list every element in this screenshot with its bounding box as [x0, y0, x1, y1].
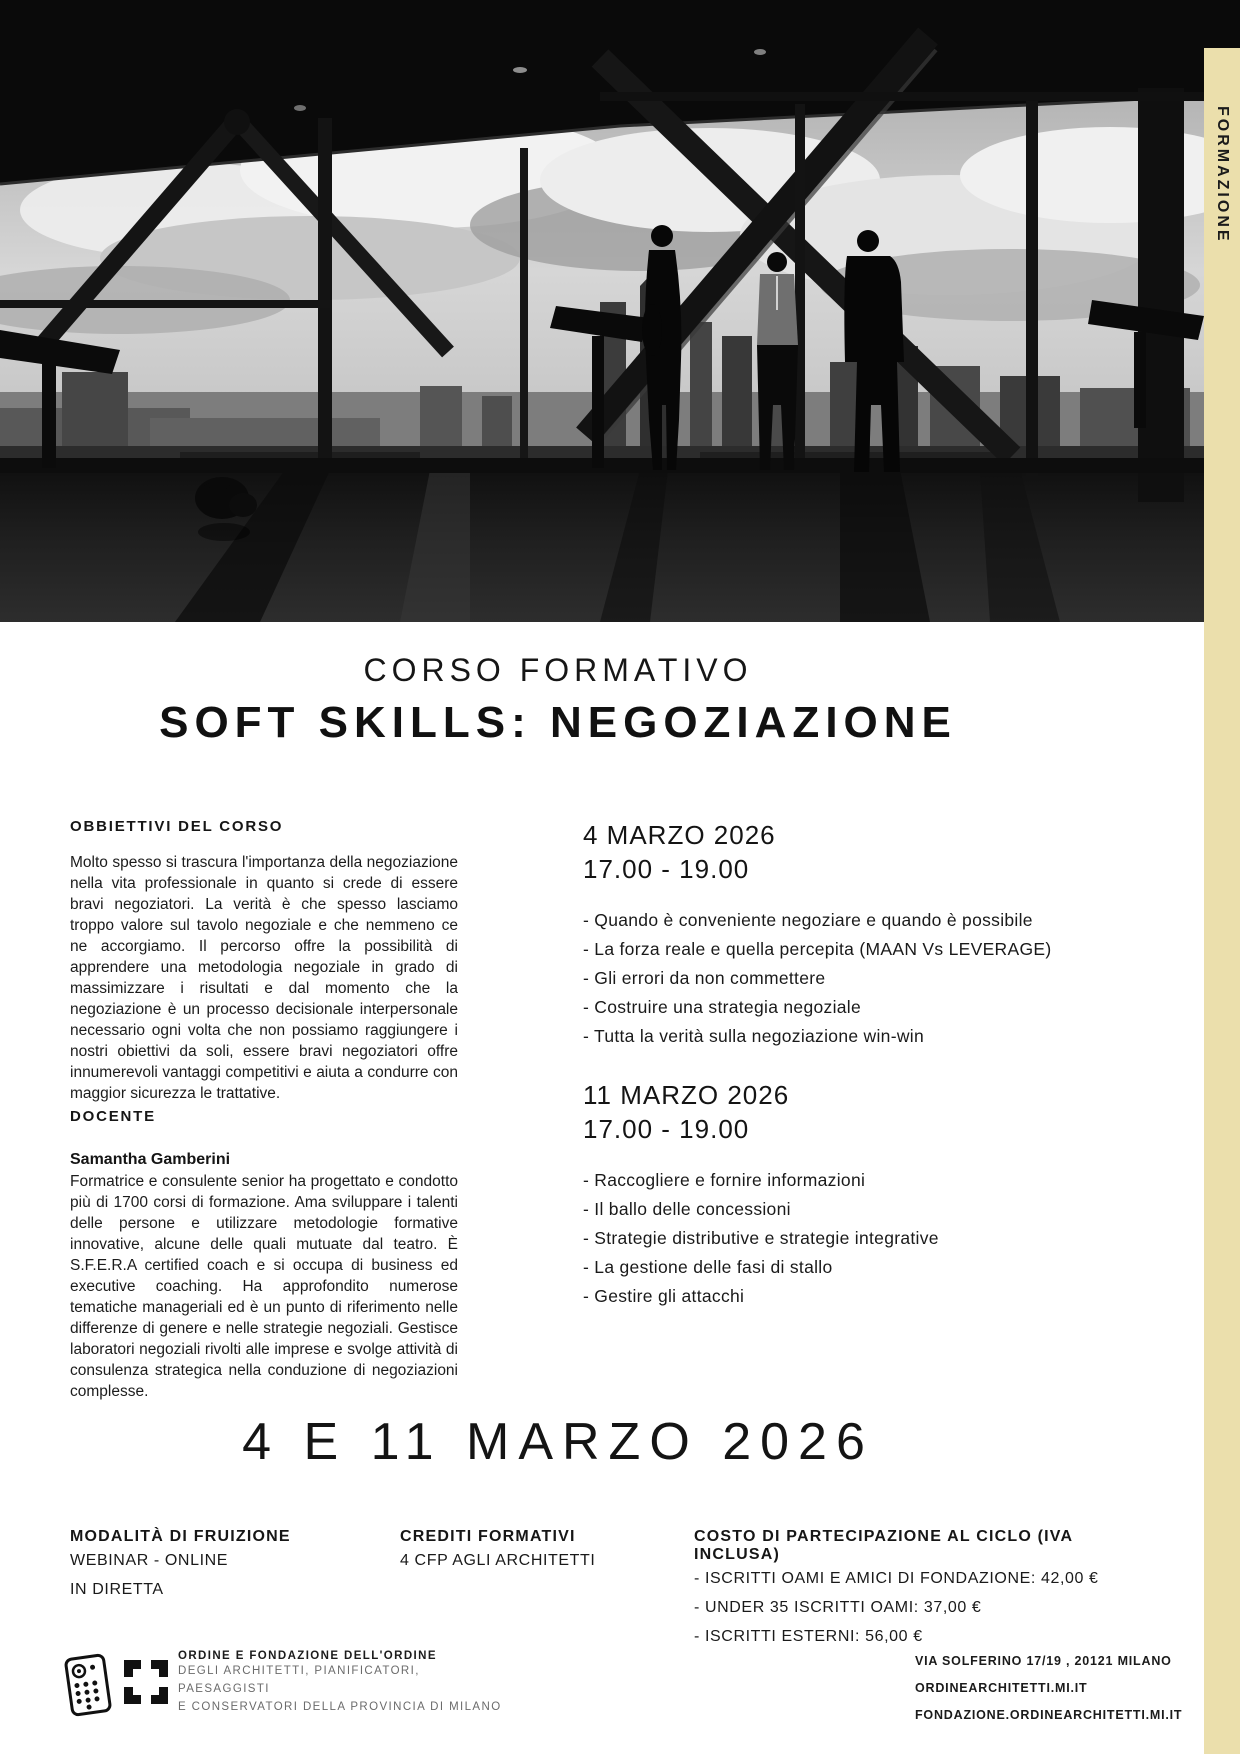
session-1-topics: [583, 906, 1053, 1051]
topic-item: - Quando è conveniente negoziare e quando è possibile: [583, 910, 1033, 930]
footer-organization: [178, 1650, 508, 1716]
crediti-section: [400, 1528, 680, 1575]
session-2-date: 11 MARZO 2026: [583, 1080, 790, 1110]
session-1-date: 4 MARZO 2026: [583, 820, 776, 850]
session-2-time: 17.00 - 19.00: [583, 1114, 750, 1144]
skyline-photo-illustration: [0, 0, 1240, 622]
costo-section: [694, 1528, 1124, 1651]
crediti-heading: CREDITI FORMATIVI: [400, 1528, 576, 1545]
topic-item: - Il ballo delle concessioni: [583, 1199, 791, 1219]
topic-item: - La gestione delle fasi di stallo: [583, 1257, 833, 1277]
docente-name: Samantha Gamberini: [70, 1151, 231, 1168]
docente-section: [70, 1108, 458, 1402]
org-line: DEGLI ARCHITETTI, PIANIFICATORI, PAESAGGISTI: [178, 1665, 420, 1695]
ordine-brackets-logo-icon: [122, 1658, 170, 1706]
formazione-label: FORMAZIONE: [1214, 106, 1231, 244]
topic-item: - La forza reale e quella percepita (MAAN Vs LEVERAGE): [583, 939, 1052, 959]
objectives-heading: OBBIETTIVI DEL CORSO: [70, 818, 284, 835]
session-1: [583, 818, 1053, 1051]
session-1-time: 17.00 - 19.00: [583, 854, 750, 884]
footer-website: ORDINEARCHITETTI.MI.IT: [915, 1681, 1088, 1695]
event-dates-banner: 4 E 11 MARZO 2026: [242, 1413, 874, 1471]
hero-photo: [0, 0, 1240, 622]
footer-address: VIA SOLFERINO 17/19 , 20121 MILANO: [915, 1654, 1172, 1668]
docente-bio: Formatrice e consulente senior ha progettato e condotto più di 1700 corsi di formazione. Ama sviluppare i talenti delle persone e utilizzare metodologie formative innovative, alcune delle quali mutuate dal teatro. È S.F.E.R.A certified coach e si occupa di business ed executive coaching. Ha approfondito numerose tematiche manageriali ed è un punto di riferimento nelle differenze di genere e nelle strategie negoziali. Gestisce laboratori negoziali rivolti alle imprese e svolge attività di consulenza strategica nella conduzione di negoziazioni complesse.: [70, 1173, 458, 1400]
costo-item: - ISCRITTI OAMI E AMICI DI FONDAZIONE: 42,00 €: [694, 1570, 1099, 1587]
topic-item: - Gestire gli attacchi: [583, 1286, 745, 1306]
footer-website: FONDAZIONE.ORDINEARCHITETTI.MI.IT: [915, 1708, 1183, 1722]
costo-heading: COSTO DI PARTECIPAZIONE AL CICLO (IVA INCLUSA): [694, 1528, 1073, 1563]
crediti-line: 4 CFP AGLI ARCHITETTI: [400, 1552, 596, 1569]
footer-logos: [66, 1652, 171, 1718]
formazione-side-strip: [1204, 48, 1240, 1754]
docente-heading: DOCENTE: [70, 1108, 156, 1125]
footer-contact: [915, 1648, 1215, 1729]
topic-item: - Gli errori da non commettere: [583, 968, 826, 988]
topic-item: - Raccogliere e fornire informazioni: [583, 1170, 866, 1190]
modalita-line: IN DIRETTA: [70, 1581, 164, 1598]
costo-item: - UNDER 35 ISCRITTI OAMI: 37,00 €: [694, 1599, 982, 1616]
objectives-body: Molto spesso si trascura l'importanza della negoziazione nella vita professionale in quanto si crede di essere bravi negoziatori. La verità è che spesso lasciamo troppo valore sul tavolo negoziale e che nemmeno ce ne accorgiamo. Il percorso offre la possibilità di apprendere una metodologia negoziale in grado di massimizzare i risultati e dal momento che la negoziazione è un processo decisionale interpersonale necessario ogni volta che non possiamo raggiungere i nostri obiettivi da soli, essere bravi negoziatori offre innumerevoli vantaggi competitivi e aiuta a condurre con maggior sicurezza le trattative.: [70, 854, 458, 1102]
org-name: ORDINE E FONDAZIONE DELL'ORDINE: [178, 1650, 437, 1662]
topic-item: - Costruire una strategia negoziale: [583, 997, 862, 1017]
session-2: [583, 1078, 1053, 1311]
course-title: SOFT SKILLS: NEGOZIAZIONE: [159, 698, 957, 747]
costo-item: - ISCRITTI ESTERNI: 56,00 €: [694, 1628, 923, 1645]
fondazione-sketch-logo-icon: [62, 1651, 114, 1719]
modalita-heading: MODALITÀ DI FRUIZIONE: [70, 1528, 291, 1545]
topic-item: - Strategie distributive e strategie integrative: [583, 1228, 939, 1248]
session-2-topics: [583, 1166, 1053, 1311]
modalita-line: WEBINAR - ONLINE: [70, 1552, 229, 1569]
modalita-section: [70, 1528, 380, 1604]
topic-item: - Tutta la verità sulla negoziazione win-win: [583, 1026, 924, 1046]
org-line: E CONSERVATORI DELLA PROVINCIA DI MILANO: [178, 1701, 502, 1713]
course-kicker: CORSO FORMATIVO: [363, 652, 753, 688]
objectives-section: [70, 818, 458, 1104]
